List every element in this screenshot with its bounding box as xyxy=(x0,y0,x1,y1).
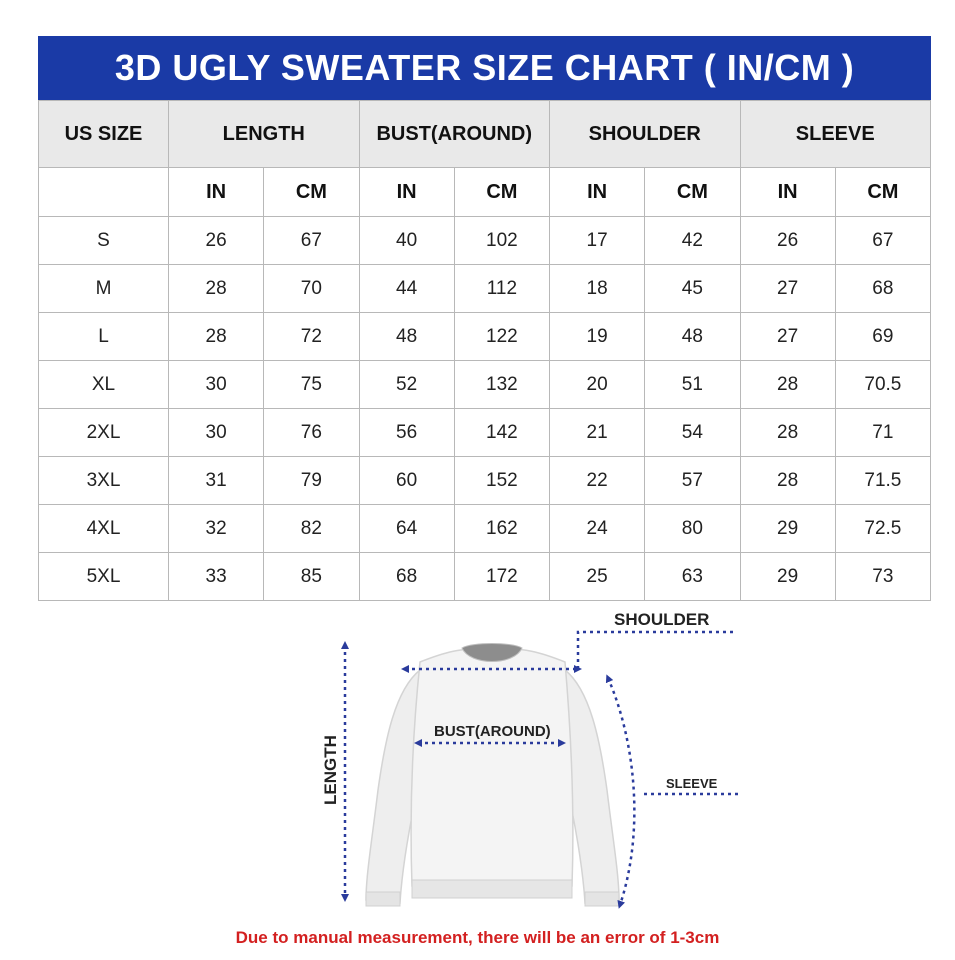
unit-blank-cell xyxy=(39,168,169,217)
measurement-note: Due to manual measurement, there will be an error of 1-3cm xyxy=(235,928,720,947)
size-label-cell: S xyxy=(39,217,169,265)
measurement-cell: 24 xyxy=(550,505,645,553)
measurement-cell: 31 xyxy=(169,457,264,505)
measurement-cell: 48 xyxy=(359,313,454,361)
measurement-cell: 29 xyxy=(740,553,835,601)
measurement-cell: 60 xyxy=(359,457,454,505)
sweater-illustration xyxy=(366,644,619,907)
table-row xyxy=(39,457,931,505)
bust-label: BUST(AROUND) xyxy=(434,723,551,740)
measurement-cell: 68 xyxy=(359,553,454,601)
group-header-row xyxy=(39,101,931,168)
measurement-cell: 75 xyxy=(264,361,359,409)
length-label: LENGTH xyxy=(321,735,340,805)
size-label-cell: 2XL xyxy=(39,409,169,457)
measurement-cell: 63 xyxy=(645,553,740,601)
measurement-cell: 71.5 xyxy=(835,457,930,505)
measurement-cell: 20 xyxy=(550,361,645,409)
measurement-cell: 152 xyxy=(454,457,549,505)
length-header: LENGTH xyxy=(169,101,360,168)
measurement-cell: 45 xyxy=(645,265,740,313)
size-label-cell: L xyxy=(39,313,169,361)
table-row xyxy=(39,217,931,265)
measurement-cell: 27 xyxy=(740,313,835,361)
measurement-cell: 18 xyxy=(550,265,645,313)
measurement-cell: 21 xyxy=(550,409,645,457)
measurement-cell: 132 xyxy=(454,361,549,409)
unit-in-header: IN xyxy=(550,168,645,217)
size-label-cell: 5XL xyxy=(39,553,169,601)
table-row xyxy=(39,361,931,409)
measurement-cell: 162 xyxy=(454,505,549,553)
unit-in-header: IN xyxy=(359,168,454,217)
measurement-cell: 19 xyxy=(550,313,645,361)
measurement-cell: 26 xyxy=(740,217,835,265)
size-label-cell: M xyxy=(39,265,169,313)
us-size-header: US SIZE xyxy=(39,101,169,168)
measurement-cell: 44 xyxy=(359,265,454,313)
measurement-cell: 67 xyxy=(835,217,930,265)
sleeve-header: SLEEVE xyxy=(740,101,931,168)
measurement-cell: 26 xyxy=(169,217,264,265)
measurement-cell: 17 xyxy=(550,217,645,265)
measurement-cell: 27 xyxy=(740,265,835,313)
measurement-cell: 72.5 xyxy=(835,505,930,553)
size-label-cell: 4XL xyxy=(39,505,169,553)
measurement-cell: 85 xyxy=(264,553,359,601)
measurement-cell: 54 xyxy=(645,409,740,457)
size-label-cell: 3XL xyxy=(39,457,169,505)
measurement-cell: 64 xyxy=(359,505,454,553)
measurement-cell: 122 xyxy=(454,313,549,361)
measurement-cell: 56 xyxy=(359,409,454,457)
measurement-cell: 30 xyxy=(169,361,264,409)
measurement-cell: 25 xyxy=(550,553,645,601)
measurement-cell: 48 xyxy=(645,313,740,361)
measurement-cell: 112 xyxy=(454,265,549,313)
bust-header: BUST(AROUND) xyxy=(359,101,550,168)
measurement-cell: 70 xyxy=(264,265,359,313)
measurement-cell: 28 xyxy=(169,313,264,361)
measurement-cell: 142 xyxy=(454,409,549,457)
measurement-cell: 32 xyxy=(169,505,264,553)
measurement-cell: 69 xyxy=(835,313,930,361)
unit-cm-header: CM xyxy=(645,168,740,217)
measurement-cell: 42 xyxy=(645,217,740,265)
size-table xyxy=(38,100,931,601)
table-row xyxy=(39,313,931,361)
unit-header-row xyxy=(39,168,931,217)
measurement-cell: 28 xyxy=(740,361,835,409)
table-row xyxy=(39,265,931,313)
measurement-cell: 51 xyxy=(645,361,740,409)
measurement-cell: 67 xyxy=(264,217,359,265)
measurement-cell: 82 xyxy=(264,505,359,553)
measurement-cell: 33 xyxy=(169,553,264,601)
measurement-cell: 28 xyxy=(169,265,264,313)
measurement-cell: 72 xyxy=(264,313,359,361)
measurement-cell: 29 xyxy=(740,505,835,553)
measurement-cell: 172 xyxy=(454,553,549,601)
table-row xyxy=(39,553,931,601)
measurement-cell: 28 xyxy=(740,457,835,505)
measurement-cell: 71 xyxy=(835,409,930,457)
unit-in-header: IN xyxy=(740,168,835,217)
table-row xyxy=(39,409,931,457)
sweater-measurement-diagram xyxy=(0,600,955,920)
measurement-cell: 28 xyxy=(740,409,835,457)
measurement-cell: 70.5 xyxy=(835,361,930,409)
unit-cm-header: CM xyxy=(454,168,549,217)
measurement-cell: 52 xyxy=(359,361,454,409)
unit-cm-header: CM xyxy=(264,168,359,217)
measurement-cell: 79 xyxy=(264,457,359,505)
measurement-cell: 68 xyxy=(835,265,930,313)
sleeve-label: SLEEVE xyxy=(666,776,718,791)
size-rows xyxy=(39,217,931,601)
size-label-cell: XL xyxy=(39,361,169,409)
measurement-cell: 40 xyxy=(359,217,454,265)
unit-cm-header: CM xyxy=(835,168,930,217)
measurement-cell: 57 xyxy=(645,457,740,505)
shoulder-label: SHOULDER xyxy=(614,610,710,629)
measurement-cell: 76 xyxy=(264,409,359,457)
chart-title: 3D UGLY SWEATER SIZE CHART ( IN/CM ) xyxy=(38,36,931,100)
table-row xyxy=(39,505,931,553)
shoulder-header: SHOULDER xyxy=(550,101,741,168)
shoulder-leader xyxy=(578,632,735,669)
measurement-cell: 22 xyxy=(550,457,645,505)
unit-in-header: IN xyxy=(169,168,264,217)
measurement-cell: 73 xyxy=(835,553,930,601)
measurement-cell: 80 xyxy=(645,505,740,553)
measurement-cell: 30 xyxy=(169,409,264,457)
measurement-cell: 102 xyxy=(454,217,549,265)
